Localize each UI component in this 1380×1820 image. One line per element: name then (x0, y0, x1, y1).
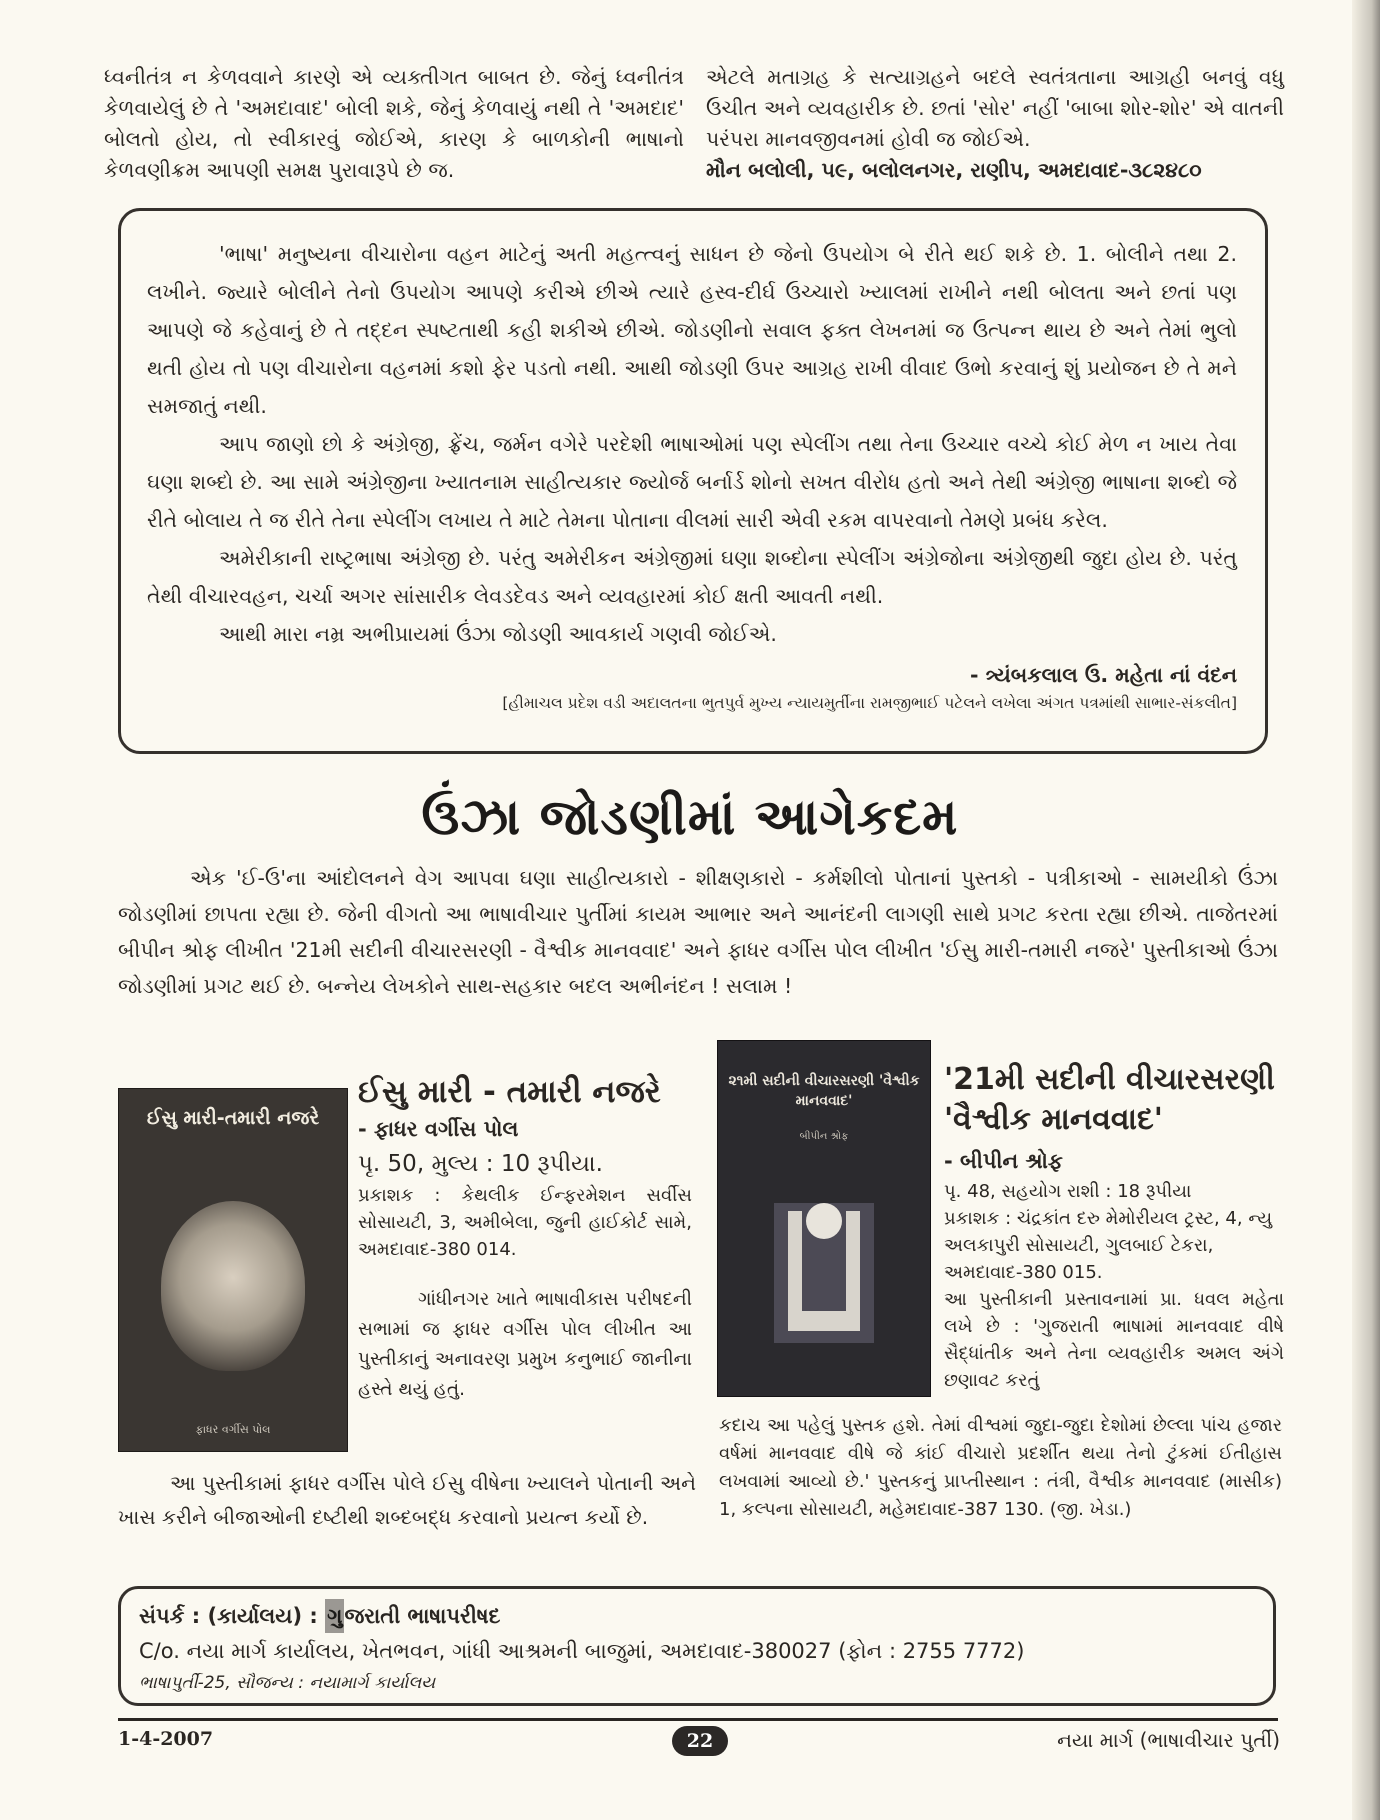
book2-preface: આ પુસ્તીકાની પ્રસ્તાવનામાં પ્રા. ધવલ મહેતા લખે છે : 'ગુજરાતી ભાષામાં માનવવાદ વીષે સૈદ્ધાંતીક અને તેના વ્યવહારીક અમલ અંગે છણાવટ કરતું (944, 1289, 1284, 1391)
letter-source-note: [હીમાચલ પ્રદેશ વડી અદાલતના ભુતપુર્વ મુખ્ય ન્યાયમુર્તીના રામજીભાઈ પટેલને લખેલા અંગત પત્રમાંથી સાભાર-સંકલીત] (502, 694, 1237, 712)
book2-continuation: કદાચ આ પહેલું પુસ્તક હશે. તેમાં વીશ્વમાં જુદા-જુદા દેશોમાં છેલ્લા પાંચ હજાર વર્ષમાં માનવવાદ વીષે જે કાંઈ વીચારો પ્રદર્શીત થયા તેનો ટુંકમાં ઈતીહાસ લખવામાં આવ્યો છે.' પુસ્તકનું પ્રાપ્તીસ્થાન : તંત્રી, વૈશ્વીક માનવવાદ (માસીક) 1, કલ્પના સોસાયટી, મહેમદાવાદ-387 130. (જી. ખેડા.) (719, 1415, 1282, 1520)
book1-summary: આ પુસ્તીકામાં ફાધર વર્ગીસ પોલે ઈસુ વીષેના ખ્યાલને પોતાની અને ખાસ કરીને બીજાઓની દષ્ટીથી શબ્દબદ્ધ કરવાનો પ્રયત્ન કર્યો છે. (118, 1471, 696, 1529)
book1-launch: ગાંધીનગર ખાતે ભાષાવીકાસ પરીષદની સભામાં જ ફાધર વર્ગીસ પોલ લીખીત આ પુસ્તીકાનું અનાવરણ પ્રમુખ કનુભાઈ જાનીના હસ્તે થયું હતું. (358, 1289, 692, 1400)
book1-publisher: પ્રકાશક : કેથલીક ઈન્ફરમેશન સર્વીસ સોસાયટી, 3, અમીબેલા, જુની હાઈકોર્ટ સામે, અમદાવાદ-380 014. (358, 1185, 692, 1260)
humanism-symbol-icon (768, 1191, 880, 1351)
book2-title-line2: 'વૈશ્વીક માનવવાદ' (944, 1102, 1163, 1137)
book2-publisher: પ્રકાશક : ચંદ્રકાંત દરુ મેમોરીયલ ટ્રસ્ટ, 4, ન્યુ અલકાપુરી સોસાયટી, ગુલબાઈ ટેકરા, અમદાવાદ-380 015. (944, 1208, 1273, 1283)
letter-signature: - ત્ર્યંબકલાલ ઉ. મહેતા નાં વંદન (969, 663, 1237, 687)
letter-paragraph-1: 'ભાષા' મનુષ્યના વીચારોના વહન માટેનું અતી મહત્ત્વનું સાધન છે જેનો ઉપયોગ બે રીતે થઈ શકે છે. 1. બોલીને તથા 2. લખીને. જ્યારે બોલીને તેનો ઉપયોગ આપણે કરીએ છીએ ત્યારે હસ્વ-દીર્ઘ ઉચ્ચારો ખ્યાલમાં રાખીને નથી બોલતા અને છતાં પણ આપણે જે કહેવાનું છે તે તદ્દન સ્પષ્ટતાથી કહી શકીએ છીએ. જોડણીનો સવાલ ફક્ત લેખનમાં જ ઉત્પન્ન થાય છે અને તેમાં ભુલો થતી હોય તો પણ વીચારોના વહનમાં કશો ફેર પડતો નથી. આથી જોડણી ઉપર આગ્રહ રાખી વીવાદ ઉભો કરવાનું શું પ્રયોજન છે તે મને સમજાતું નથી. (147, 242, 1237, 418)
contact-box (118, 1586, 1276, 1706)
footer-rule (118, 1718, 1278, 1721)
page-edge-shadow (1352, 0, 1380, 1820)
letter-paragraph-2: આપ જાણો છો કે અંગ્રેજી, ફ્રેંચ, જર્મન વગેરે પરદેશી ભાષાઓમાં પણ સ્પેલીંગ તથા તેના ઉચ્ચાર વચ્ચે કોઈ મેળ ન ખાય તેવા ઘણા શબ્દો છે. આ સામે અંગ્રેજીના ખ્યાતનામ સાહીત્યકાર જ્યોર્જ બર્નાર્ડ શોનો સખત વીરોધ હતો અને તેથી અંગ્રેજી ભાષાના શબ્દો જે રીતે બોલાય તે જ રીતે તેના સ્પેલીંગ લખાય તે માટે તેમના પોતાના વીલમાં સારી એવી રકમ વાપરવાનો તેમણે પ્રબંધ કરેલ. (147, 432, 1237, 532)
book-cover-title: ઈસુ મારી-તમારી નજરે (146, 1107, 320, 1129)
article-headline: ઉંઝા જોડણીમાં આગેકદમ (421, 788, 959, 846)
book1-price: પૃ. 50, મુલ્ય : 10 રૂપીયા. (358, 1151, 603, 1177)
letter-paragraph-4: આથી મારા નમ્ર અભીપ્રાયમાં ઉંઝા જોડણી આવકાર્ય ગણવી જોઈએ. (219, 622, 777, 646)
contact-heading (139, 1599, 1255, 1633)
book2-author: - બીપીન શ્રોફ (944, 1149, 1063, 1173)
book1-details (358, 1072, 692, 1405)
gujarati-logo-icon: ગુ (325, 1599, 344, 1633)
jesus-portrait-image (161, 1201, 305, 1371)
top-right-column (706, 62, 1284, 186)
footer-date: 1-4-2007 (118, 1728, 214, 1750)
book1-author: - ફાધર વર્ગીસ પોલ (358, 1117, 519, 1141)
letter-paragraph-3: અમેરીકાની રાષ્ટ્રભાષા અંગ્રેજી છે. પરંતુ અમેરીકન અંગ્રેજીમાં ઘણા શબ્દોના સ્પેલીંગ અંગ્રેજોના અંગ્રેજીથી જુદા હોય છે. પરંતુ તેથી વીચારવહન, ચર્ચા અગર સાંસારીક લેવડદેવડ અને વ્યવહારમાં કોઈ ક્ષતી આવતી નથી. (147, 546, 1237, 608)
book1-title: ઈસુ મારી - તમારી નજરે (358, 1074, 661, 1110)
book2-price: પૃ. 48, સહયોગ રાશી : 18 રૂપીયા (944, 1181, 1192, 1202)
book-cover-manavvad (717, 1040, 931, 1397)
book2-cover-author: બીપીન શ્રોફ (799, 1131, 849, 1142)
book2-details (944, 1060, 1284, 1394)
contact-address: C/o. નયા માર્ગ કાર્યાલય, ખેતભવન, ગાંધી આશ્રમની બાજુમાં, અમદાવાદ-380027 (ફોન : 2755 7772) (139, 1639, 1025, 1663)
top-left-paragraph: ધ્વનીતંત્ર ન કેળવવાને કારણે એ વ્યક્તીગત બાબત છે. જેનું ધ્વનીતંત્ર કેળવાયેલું છે તે 'અમદાવાદ' બોલી શકે, જેનું કેળવાયું નથી તે 'અમદાદ' બોલતો હોય, તો સ્વીકારવું જોઈએ, કારણ કે બાળકોની ભાષાનો કેળવણીક્રમ આપણી સમક્ષ પુરાવારૂપે છે જ. (104, 65, 684, 182)
page-number-badge: 22 (672, 1726, 728, 1756)
book2-title-line1: '21મી સદીની વીચારસરણી (944, 1062, 1275, 1097)
article-intro: એક 'ઈ-ઉ'ના આંદોલનને વેગ આપવા ઘણા સાહીત્યકારો - શીક્ષણકારો - કર્મશીલો પોતાનાં પુસ્તકો - પત્રીકાઓ - સામયીકો ઉંઝા જોડણીમાં છાપતા રહ્યા છે. જેની વીગતો આ ભાષાવીચાર પુર્તીમાં કાયમ આભાર અને આનંદની લાગણી સાથે પ્રગટ કરતા રહ્યા છીએ. તાજેતરમાં બીપીન શ્રોફ લીખીત '21મી સદીની વીચારસરણી - વૈશ્વીક માનવવાદ' અને ફાધર વર્ગીસ પોલ લીખીત 'ઈસુ મારી-તમારી નજરે' પુસ્તીકાઓ ઉંઝા જોડણીમાં પ્રગટ થઈ છે. બન્નેય લેખકોને સાથ-સહકાર બદલ અભીનંદન ! સલામ ! (118, 866, 1278, 998)
contact-label: સંપર્ક : (કાર્યાલય) : (139, 1604, 318, 1628)
book2-cover-title: ૨૧મી સદીની વીચારસરણી 'વૈશ્વીક માનવવાદ' (728, 1073, 920, 1109)
contact-credit: ભાષાપુર્તી-25, સૌજન્ય : નયામાર્ગ કાર્યાલય (139, 1673, 436, 1693)
book-cover-isu (118, 1088, 348, 1452)
top-right-paragraph: એટલે મતાગ્રહ કે સત્યાગ્રહને બદલે સ્વતંત્રતાના આગ્રહી બનવું વધુ ઉચીત અને વ્યવહારીક છે. છતાં 'સોર' નહીં 'બાબા શોર-શોર' એ વાતની પરંપરા માનવજીવનમાં હોવી જ જોઈએ. (706, 65, 1284, 151)
letter-box (118, 208, 1268, 754)
footer-publication: નયા માર્ગ (ભાષાવીચાર પુર્તી) (1057, 1728, 1280, 1752)
top-right-signature: મૌન બલોલી, ૫૯, બલોલનગર, રાણીપ, અમદાવાદ-૩૮૨૪૮૦ (706, 158, 1202, 182)
contact-org-name: જરાતી ભાષાપરીષદ (344, 1604, 501, 1628)
book-cover-author: ફાધર વર્ગીસ પોલ (195, 1423, 271, 1436)
